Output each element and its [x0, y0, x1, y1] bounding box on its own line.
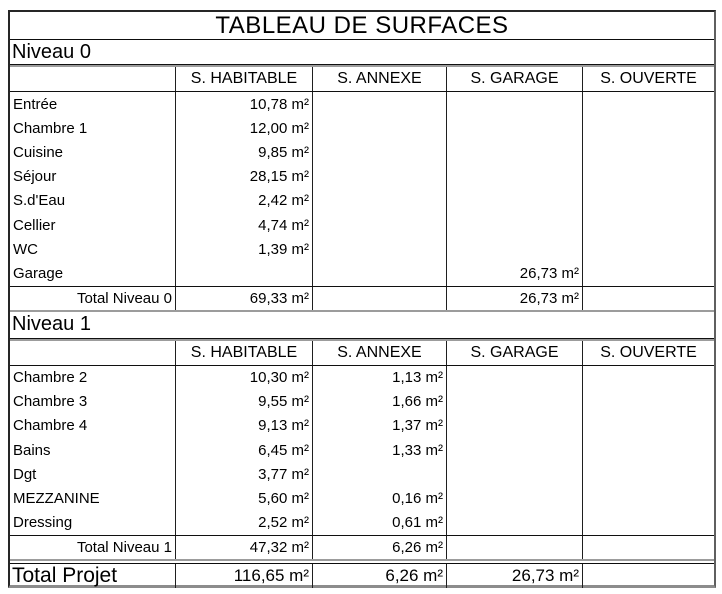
table-row — [10, 438, 714, 462]
grand-total-row — [10, 564, 714, 585]
header-s-habitable: S. HABITABLE — [175, 341, 312, 365]
room-name-cell: S.d'Eau — [13, 192, 66, 210]
header-s-annexe: S. ANNEXE — [312, 341, 446, 365]
total-row-niveau-1 — [10, 535, 714, 559]
table-row — [10, 189, 714, 213]
garage-value-cell — [446, 92, 582, 116]
garage-value-cell — [446, 414, 582, 438]
grand-total-garage: 26,73 m² — [446, 564, 582, 588]
habitable-value-cell: 5,60 m² — [175, 486, 312, 510]
habitable-value-cell: 10,30 m² — [175, 366, 312, 390]
rows-niveau-0 — [10, 92, 714, 286]
habitable-value-cell: 2,42 m² — [175, 189, 312, 213]
ouverte-value-cell — [582, 438, 714, 462]
table-row — [10, 486, 714, 510]
table-row — [10, 92, 714, 116]
total-annexe: 6,26 m² — [312, 536, 446, 559]
garage-value-cell — [446, 486, 582, 510]
ouverte-value-cell — [582, 140, 714, 164]
ouverte-value-cell — [582, 116, 714, 140]
annexe-value-cell: 1,33 m² — [312, 438, 446, 462]
table-row — [10, 462, 714, 486]
garage-value-cell — [446, 366, 582, 390]
room-name-cell: Cuisine — [13, 143, 64, 161]
table-row — [10, 213, 714, 237]
room-name-cell: Séjour — [13, 168, 57, 186]
annexe-value-cell — [312, 140, 446, 164]
annexe-value-cell — [312, 261, 446, 285]
grand-total-ouverte — [582, 564, 714, 588]
grand-total-habitable: 116,65 m² — [175, 564, 312, 588]
ouverte-value-cell — [582, 237, 714, 261]
table-row — [10, 140, 714, 164]
annexe-value-cell — [312, 92, 446, 116]
annexe-value-cell: 0,61 m² — [312, 511, 446, 535]
table-row — [10, 366, 714, 390]
total-habitable: 47,32 m² — [175, 536, 312, 559]
garage-value-cell — [446, 165, 582, 189]
ouverte-value-cell — [582, 261, 714, 285]
total-ouverte — [582, 536, 714, 559]
annexe-value-cell — [312, 213, 446, 237]
garage-value-cell — [446, 511, 582, 535]
habitable-value-cell — [175, 261, 312, 285]
header-row-niveau-1 — [10, 341, 714, 366]
header-row-niveau-0 — [10, 67, 714, 92]
header-spacer — [10, 341, 175, 365]
room-name-cell: Entrée — [13, 95, 58, 113]
header-s-garage: S. GARAGE — [446, 341, 582, 365]
annexe-value-cell — [312, 237, 446, 261]
garage-value-cell — [446, 462, 582, 486]
room-name-cell: Cellier — [13, 216, 56, 234]
table-row — [10, 261, 714, 285]
room-name-cell: Chambre 4 — [13, 417, 88, 435]
room-name-cell: Dressing — [13, 514, 73, 532]
garage-value-cell — [446, 116, 582, 140]
habitable-value-cell: 10,78 m² — [175, 92, 312, 116]
ouverte-value-cell — [582, 486, 714, 510]
rows-niveau-1 — [10, 366, 714, 535]
annexe-value-cell — [312, 116, 446, 140]
header-s-garage: S. GARAGE — [446, 67, 582, 91]
header-s-habitable: S. HABITABLE — [175, 67, 312, 91]
total-annexe — [312, 287, 446, 310]
table-row — [10, 511, 714, 535]
grand-total-annexe: 6,26 m² — [312, 564, 446, 588]
annexe-value-cell: 1,37 m² — [312, 414, 446, 438]
ouverte-value-cell — [582, 462, 714, 486]
table-row — [10, 165, 714, 189]
habitable-value-cell: 6,45 m² — [175, 438, 312, 462]
habitable-value-cell: 3,77 m² — [175, 462, 312, 486]
room-name-cell: Chambre 3 — [13, 393, 88, 411]
table-row — [10, 414, 714, 438]
total-label: Total Niveau 1 — [76, 538, 172, 556]
table-title: TABLEAU DE SURFACES — [10, 12, 714, 40]
annexe-value-cell — [312, 189, 446, 213]
garage-value-cell — [446, 438, 582, 462]
garage-value-cell — [446, 140, 582, 164]
room-name-cell: Chambre 2 — [13, 369, 88, 387]
habitable-value-cell: 4,74 m² — [175, 213, 312, 237]
room-name-cell: Bains — [13, 441, 51, 459]
total-garage: 26,73 m² — [446, 287, 582, 310]
annexe-value-cell — [312, 165, 446, 189]
habitable-value-cell: 9,55 m² — [175, 390, 312, 414]
surface-table — [8, 10, 716, 588]
room-name-cell: Garage — [13, 264, 64, 282]
habitable-value-cell: 28,15 m² — [175, 165, 312, 189]
habitable-value-cell: 12,00 m² — [175, 116, 312, 140]
room-name-cell: Dgt — [13, 465, 37, 483]
ouverte-value-cell — [582, 92, 714, 116]
ouverte-value-cell — [582, 511, 714, 535]
ouverte-value-cell — [582, 213, 714, 237]
garage-value-cell — [446, 390, 582, 414]
room-name-cell: Chambre 1 — [13, 119, 88, 137]
header-s-ouverte: S. OUVERTE — [582, 341, 714, 365]
ouverte-value-cell — [582, 189, 714, 213]
header-s-ouverte: S. OUVERTE — [582, 67, 714, 91]
garage-value-cell — [446, 213, 582, 237]
table-row — [10, 390, 714, 414]
ouverte-value-cell — [582, 366, 714, 390]
habitable-value-cell: 9,85 m² — [175, 140, 312, 164]
room-name-cell: WC — [13, 240, 38, 258]
total-label: Total Niveau 0 — [76, 289, 172, 307]
total-row-niveau-0 — [10, 286, 714, 310]
garage-value-cell: 26,73 m² — [446, 261, 582, 285]
annexe-value-cell — [312, 462, 446, 486]
garage-value-cell — [446, 237, 582, 261]
section-label-niveau-0: Niveau 0 — [10, 40, 714, 65]
annexe-value-cell: 1,13 m² — [312, 366, 446, 390]
habitable-value-cell: 9,13 m² — [175, 414, 312, 438]
garage-value-cell — [446, 189, 582, 213]
total-habitable: 69,33 m² — [175, 287, 312, 310]
ouverte-value-cell — [582, 414, 714, 438]
header-spacer — [10, 67, 175, 91]
habitable-value-cell: 1,39 m² — [175, 237, 312, 261]
annexe-value-cell: 0,16 m² — [312, 486, 446, 510]
total-ouverte — [582, 287, 714, 310]
section-label-niveau-1: Niveau 1 — [10, 312, 714, 339]
ouverte-value-cell — [582, 390, 714, 414]
header-s-annexe: S. ANNEXE — [312, 67, 446, 91]
room-name-cell: MEZZANINE — [13, 490, 100, 508]
grand-total-label: Total Projet — [12, 563, 118, 587]
habitable-value-cell: 2,52 m² — [175, 511, 312, 535]
ouverte-value-cell — [582, 165, 714, 189]
annexe-value-cell: 1,66 m² — [312, 390, 446, 414]
total-garage — [446, 536, 582, 559]
table-row — [10, 237, 714, 261]
table-row — [10, 116, 714, 140]
